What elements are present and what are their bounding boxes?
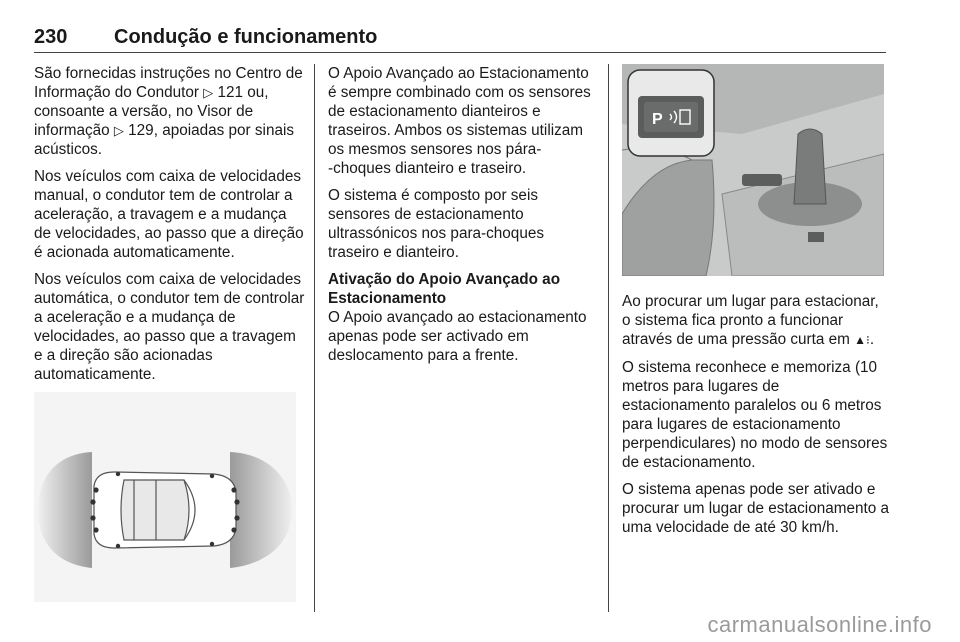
paragraph: O sistema reconhece e memoriza (10 metros para lugares de estacionamento paralelos ou 6 metros para lugares de estacionamento perpendiculares) no modo de sensores de estacionamento. — [622, 359, 888, 471]
column-3 — [622, 292, 890, 545]
text: ou, consoante a versão, no Visor de informação — [34, 84, 269, 139]
text: São fornecidas instruções no Centro de Informação do Condutor — [34, 65, 303, 101]
paragraph: O Apoio Avançado ao Estacionamento é sempre combinado com os sensores de estacionamento dianteiros e traseiros. Ambos os sistemas utilizam os mesmos sensores nos pára-‑choques dianteiro e traseiro. — [328, 65, 591, 177]
paragraph: O Apoio avançado ao estacionamento apenas pode ser activado em deslocamento para a frente. — [328, 309, 587, 364]
column-divider — [608, 64, 609, 612]
page-reference[interactable]: 121 — [217, 84, 243, 101]
park-assist-button-label: P — [652, 111, 663, 128]
text: , apoiadas por sinais acústicos. — [34, 122, 295, 158]
reference-arrow-icon: ▷ — [203, 85, 214, 100]
park-assist-icon: ▲⁝ — [854, 333, 870, 347]
paragraph: O sistema é composto por seis sensores de estacionamento ultrassónicos nos para-choques traseiro e dianteiro. — [328, 187, 544, 261]
console-illustration — [622, 64, 884, 276]
gear-shifter — [794, 129, 826, 204]
paragraph: Nos veículos com caixa de velocidades automática, o condutor tem de controlar a aceleração e a mudança de velocidades, ao passo que a travagem e a direção são acionadas automaticamente. — [34, 271, 305, 383]
page-header — [34, 26, 886, 53]
column-1 — [34, 64, 306, 392]
page-reference[interactable]: 129 — [128, 122, 154, 139]
page-title: Condução e funcionamento — [114, 26, 378, 48]
car-top-view — [94, 472, 236, 548]
watermark: carmanualsonline.info — [707, 612, 932, 637]
column-2 — [328, 64, 598, 373]
column-divider — [314, 64, 315, 612]
car-sensor-illustration — [34, 392, 296, 602]
front-sensor-zone — [230, 452, 292, 568]
section-heading: Ativação do Apoio Avançado ao Estacionamento — [328, 271, 561, 307]
text: . — [869, 331, 875, 348]
reference-arrow-icon: ▷ — [113, 123, 124, 138]
page-number: 230 — [34, 26, 68, 48]
button-callout — [628, 70, 714, 156]
text: Ao procurar um lugar para estacionar, o sistema fica pronto a funcionar através de uma pressão curta em — [622, 293, 879, 348]
rear-sensor-zone — [38, 452, 92, 568]
paragraph — [622, 292, 890, 350]
paragraph: O sistema apenas pode ser ativado e procurar um lugar de estacionamento a uma velocidade de até 30 km/h. — [622, 481, 889, 536]
paragraph: Nos veículos com caixa de velocidades manual, o condutor tem de controlar a aceleração, a travagem e a mudança de velocidades, ao passo que a direção é acionada automaticamente. — [34, 168, 304, 261]
paragraph — [34, 64, 306, 159]
